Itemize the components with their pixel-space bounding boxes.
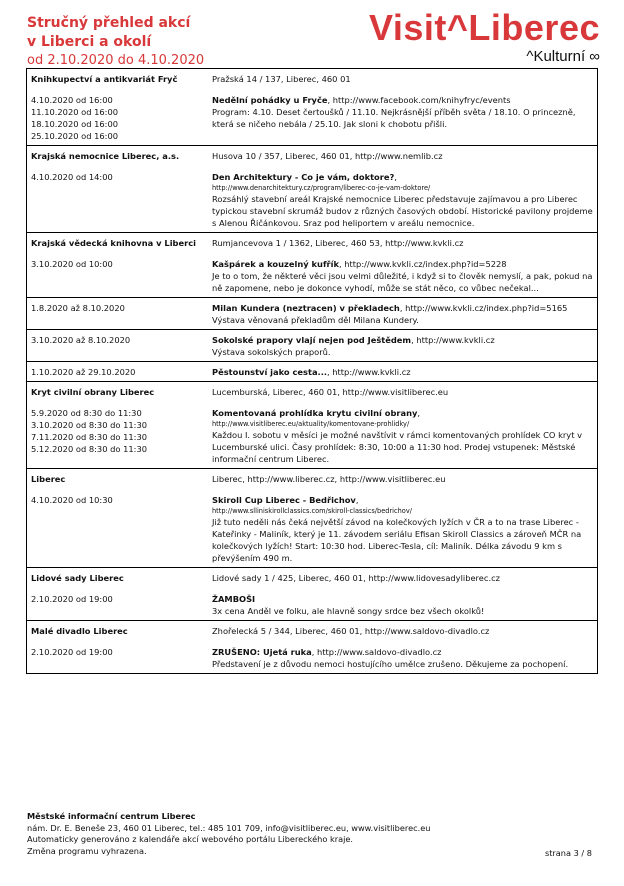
event-row (27, 382, 598, 469)
event-link[interactable]: , (355, 495, 359, 505)
event-left-cell (27, 469, 209, 568)
events-table (26, 68, 598, 674)
logo-subtitle: ^Kulturní ∞ (526, 48, 600, 65)
visit-liberec-logo (330, 8, 600, 66)
event-left-cell (27, 146, 209, 233)
event-right-cell (208, 69, 598, 146)
event-link[interactable]: , (417, 408, 421, 418)
document-title (27, 14, 204, 70)
event-date: 11.10.2020 od 16:00 (31, 107, 119, 117)
event-title-line (212, 646, 593, 658)
title-line-1: Stručný přehled akcí (27, 15, 191, 31)
event-right-cell (208, 330, 598, 362)
event-left-cell (27, 621, 209, 674)
footer-note-generated: Automaticky generováno z kalendáře akcí webového portálu Libereckého kraje. (27, 834, 354, 844)
event-title-line (212, 334, 593, 346)
event-row (27, 146, 598, 233)
event-title-line (212, 366, 593, 378)
event-date: 5.12.2020 od 8:30 do 11:30 (31, 444, 148, 454)
event-title-line (212, 593, 593, 605)
venue-name: Kryt civilní obrany Liberec (31, 387, 155, 397)
event-title: Pěstounství jako cesta... (212, 367, 328, 377)
event-title: Milan Kundera (neztracen) v překladech (212, 303, 400, 313)
event-link[interactable]: , (394, 172, 397, 182)
event-title: Skiroll Cup Liberec - Bedřichov (212, 495, 356, 505)
event-link[interactable]: , http://www.facebook.com/knihyfryc/events (327, 95, 511, 105)
venue-address: Rumjancevova 1 / 1362, Liberec, 460 53, http://www.kvkli.cz (212, 238, 464, 248)
event-description: Každou I. sobotu v měsíci je možné navštívit v rámci komentovaných prohlídek CO kryt v Lucemburské ulici. Časy prohlídek: 8:30, 10:00 a 11:30 hod. Prodej vstupenek: Městské informační centrum Liberec. (212, 430, 583, 464)
event-right-cell (208, 146, 598, 233)
event-description: Je to o tom, že některé věci jsou velmi důležité, i když si to člověk nemyslí, a pak, pokud na ně zapomene, nebo je dokonce vyhodí, může se stát něco, co vůbec nečekal... (212, 271, 593, 293)
event-description: Výstava sokolských praporů. (212, 347, 331, 357)
title-line-2: v Liberci a okolí (27, 34, 152, 50)
venue-name: Liberec (31, 474, 66, 484)
event-right-cell (208, 233, 598, 298)
event-title: ŽAMBOŠI (212, 594, 256, 604)
footer-note-changes: Změna programu vyhrazena. (27, 845, 147, 856)
venue-address: Liberec, http://www.liberec.cz, http://www.visitliberec.eu (212, 474, 446, 484)
venue-name: Knihkupectví a antikvariát Fryč (31, 74, 178, 84)
event-description: Představení je z důvodu nemoci hostujícího umělce zrušeno. Děkujeme za pochopení. (212, 659, 569, 669)
venue-name: Malé divadlo Liberec (31, 626, 128, 636)
event-date: 5.9.2020 od 8:30 do 11:30 (31, 408, 142, 418)
event-left-cell (27, 69, 209, 146)
event-row (27, 330, 598, 362)
venue-address: Lidové sady 1 / 425, Liberec, 460 01, http://www.lidovesadyliberec.cz (212, 573, 501, 583)
event-link[interactable]: , http://www.kvkli.cz (411, 335, 495, 345)
event-title-line (212, 171, 593, 183)
event-date: 7.11.2020 od 8:30 do 11:30 (31, 432, 148, 442)
event-date: 1.10.2020 až 29.10.2020 (31, 367, 136, 377)
event-date: 3.10.2020 od 8:30 do 11:30 (31, 420, 148, 430)
footer-address: nám. Dr. E. Beneše 23, 460 01 Liberec, tel.: 485 101 709, info@visitliberec.eu, www.visitliberec.eu (27, 822, 431, 833)
event-link[interactable]: , http://www.kvkli.cz/index.php?id=5228 (339, 259, 507, 269)
event-row (27, 621, 598, 674)
event-row (27, 298, 598, 330)
event-date: 2.10.2020 od 19:00 (31, 594, 113, 604)
event-date: 3.10.2020 od 10:00 (31, 259, 113, 269)
event-date: 18.10.2020 od 16:00 (31, 119, 119, 129)
event-link[interactable]: , http://www.saldovo-divadlo.cz (311, 647, 442, 657)
event-url[interactable]: http://www.visitliberec.eu/aktuality/komentovane-prohlidky/ (212, 420, 410, 428)
event-description: Program: 4.10. Deset čertoušků / 11.10. Nejkrásnější příběh světa / 18.10. O princezně, která se ničeho nebála / 25.10. Jak sloni k chobotu přišli. (212, 107, 576, 129)
event-row (27, 362, 598, 382)
venue-name: Krajská vědecká knihovna v Liberci (31, 238, 196, 248)
event-left-cell (27, 362, 209, 382)
footer-org: Městské informační centrum Liberec (27, 811, 196, 821)
event-title: Sokolské prapory vlají nejen pod Ještědem (212, 335, 412, 345)
event-description: 3x cena Anděl ve folku, ale hlavně songy srdce bez všech okolků! (212, 606, 485, 616)
event-right-cell (208, 298, 598, 330)
event-title-line (212, 407, 593, 419)
event-date: 4.10.2020 od 14:00 (31, 172, 113, 182)
event-url[interactable]: http://www.slliniskirollclassics.com/skiroll-classics/bedrichov/ (212, 507, 412, 515)
event-row (27, 69, 598, 146)
event-row (27, 568, 598, 621)
event-date: 4.10.2020 od 10:30 (31, 495, 113, 505)
venue-name: Lidové sady Liberec (31, 573, 124, 583)
logo-wordmark: Visit^Liberec (369, 7, 600, 48)
event-title: Kašpárek a kouzelný kufřík (212, 259, 340, 269)
event-title-line (212, 258, 593, 270)
event-left-cell (27, 382, 209, 469)
event-date: 1.8.2020 až 8.10.2020 (31, 303, 125, 313)
event-description: Již tuto neděli nás čeká největší závod na kolečkových lyžích v ČR a to na trase Liberec - Kateřinky - Maliník, který je 11. závodem seriálu Efisan Skiroll Classics a zároveň MČR na kolečkových lyžích! Start: 10:30 hod. Liberec-Tesla, cíl: Maliník. Délka závodu 9 km s převýšením 490 m. (212, 517, 582, 563)
event-title: ZRUŠENO: Ujetá ruka (212, 647, 312, 657)
event-title: Komentovaná prohlídka krytu civilní obrany (212, 408, 418, 418)
event-title-line (212, 94, 593, 106)
event-left-cell (27, 330, 209, 362)
event-row (27, 233, 598, 298)
venue-address: Lucemburská, Liberec, 460 01, http://www.visitliberec.eu (212, 387, 449, 397)
event-right-cell (208, 362, 598, 382)
event-date: 4.10.2020 od 16:00 (31, 95, 113, 105)
event-link[interactable]: , http://www.kvkli.cz (327, 367, 411, 377)
event-title-line (212, 302, 593, 314)
event-left-cell (27, 568, 209, 621)
event-right-cell (208, 621, 598, 674)
venue-address: Pražská 14 / 137, Liberec, 460 01 (212, 74, 351, 84)
event-right-cell (208, 568, 598, 621)
page-number: strana 3 / 8 (544, 848, 592, 858)
event-right-cell (208, 469, 598, 568)
event-row (27, 469, 598, 568)
event-left-cell (27, 298, 209, 330)
venue-address: Husova 10 / 357, Liberec, 460 01, http://www.nemlib.cz (212, 151, 443, 161)
venue-name: Krajská nemocnice Liberec, a.s. (31, 151, 180, 161)
event-description: Výstava věnovaná překladům děl Milana Kundery. (212, 315, 419, 325)
event-url[interactable]: http://www.denarchitektury.cz/program/liberec-co-je-vam-doktore/ (212, 184, 431, 192)
event-right-cell (208, 382, 598, 469)
event-title-line (212, 494, 593, 506)
event-date: 3.10.2020 až 8.10.2020 (31, 335, 131, 345)
event-title: Nedělní pohádky u Fryče (212, 95, 328, 105)
event-description: Rozsáhlý stavební areál Krajské nemocnice Liberec představuje zajímavou a pro Liberec typickou stavební skrumáž budov z různých časových období. Historické pavilony projdeme s Alenou Řičánkovou. Sraz pod heliportem v areálu nemocnice. (212, 194, 593, 228)
event-title: Den Architektury - Co je vám, doktore? (212, 172, 395, 182)
venue-address: Zhořelecká 5 / 344, Liberec, 460 01, http://www.saldovo-divadlo.cz (212, 626, 490, 636)
event-left-cell (27, 233, 209, 298)
event-link[interactable]: , http://www.kvkli.cz/index.php?id=5165 (399, 303, 568, 313)
date-range: od 2.10.2020 do 4.10.2020 (27, 53, 205, 68)
event-date: 2.10.2020 od 19:00 (31, 647, 113, 657)
event-date: 25.10.2020 od 16:00 (31, 131, 119, 141)
footer (27, 811, 599, 857)
